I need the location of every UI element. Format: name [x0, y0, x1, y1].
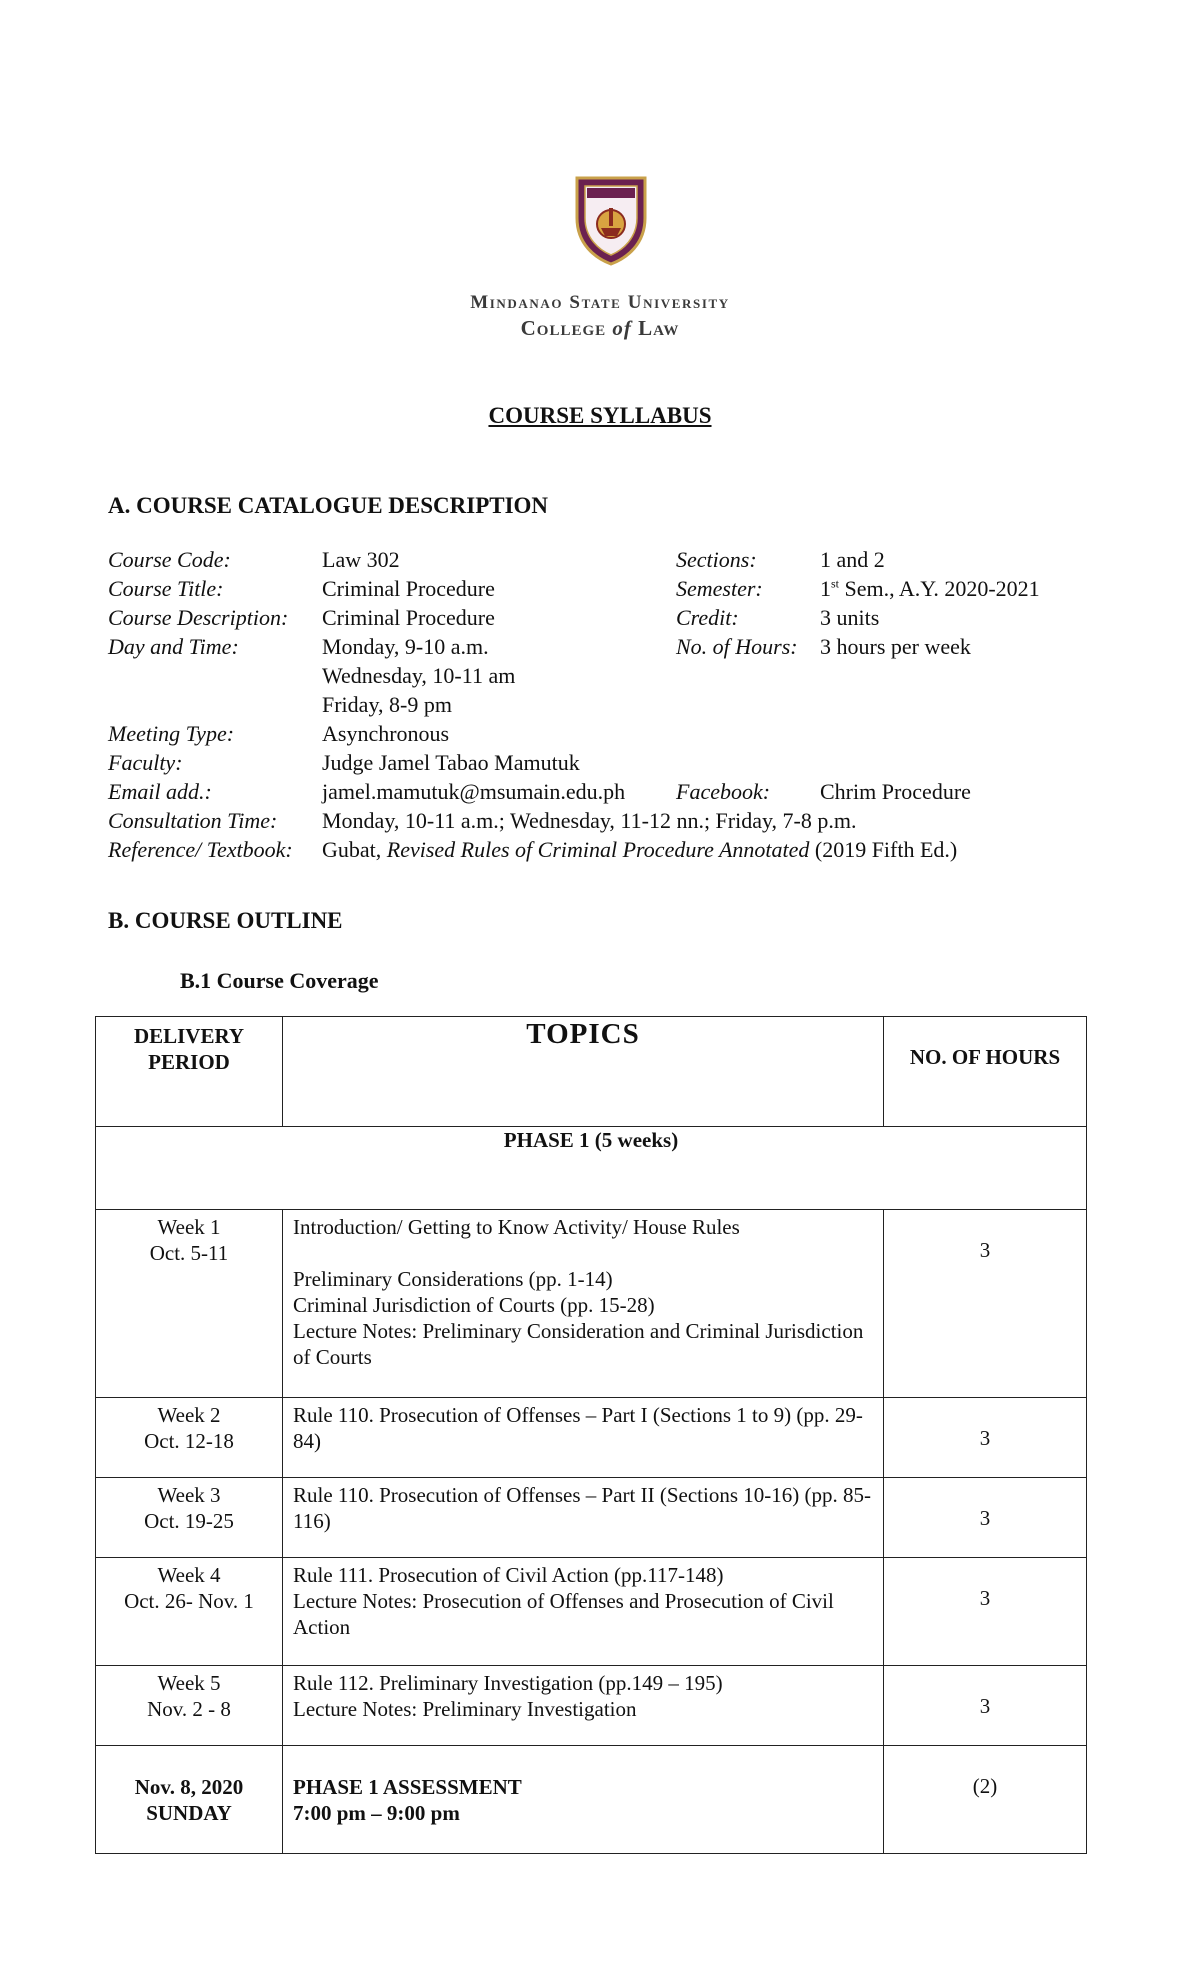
- table-row: [96, 1398, 1087, 1478]
- assessment-title-cell: PHASE 1 ASSESSMENT 7:00 pm – 9:00 pm: [283, 1746, 884, 1854]
- consultation-value: Monday, 10-11 a.m.; Wednesday, 11-12 nn.; Friday, 7-8 p.m.: [322, 808, 857, 833]
- meeting-type-label: Meeting Type:: [108, 721, 235, 746]
- delivery-period-cell: Week 1 Oct. 5-11: [96, 1210, 283, 1398]
- phase-row: [96, 1127, 1087, 1210]
- email-label: Email add.:: [108, 779, 212, 804]
- consultation-label: Consultation Time:: [108, 808, 278, 833]
- university-name: Mindanao State University: [470, 292, 730, 313]
- course-description-block: [108, 547, 1108, 866]
- course-coverage-heading: B.1 Course Coverage: [180, 968, 379, 993]
- course-code-value: Law 302: [322, 547, 400, 572]
- hours-cell: 3: [884, 1398, 1087, 1478]
- semester-value: 1st Sem., A.Y. 2020-2021: [820, 576, 1040, 601]
- college-name: College of Law: [520, 316, 680, 340]
- facebook-value: Chrim Procedure: [820, 779, 971, 804]
- hours-cell: 3: [884, 1666, 1087, 1746]
- assessment-date-cell: Nov. 8, 2020 SUNDAY: [96, 1746, 283, 1854]
- facebook-label: Facebook:: [676, 779, 771, 804]
- meeting-type-value: Asynchronous: [322, 721, 450, 746]
- faculty-value: Judge Jamel Tabao Mamutuk: [322, 750, 580, 775]
- delivery-period-cell: Week 4 Oct. 26- Nov. 1: [96, 1558, 283, 1666]
- day-time-value-3: Friday, 8-9 pm: [322, 692, 452, 717]
- faculty-label: Faculty:: [108, 750, 183, 775]
- college-seal-logo: [571, 172, 651, 268]
- semester-label: Semester:: [676, 576, 763, 601]
- hours-value: 3 hours per week: [820, 634, 971, 659]
- topic-cell: Rule 110. Prosecution of Offenses – Part II (Sections 10-16) (pp. 85-116): [283, 1478, 884, 1558]
- assessment-hours-cell: (2): [884, 1746, 1087, 1854]
- course-description-value: Criminal Procedure: [322, 605, 495, 630]
- phase-label: PHASE 1 (5 weeks): [96, 1127, 1087, 1210]
- hours-label: No. of Hours:: [676, 634, 798, 659]
- topic-cell: Introduction/ Getting to Know Activity/ House Rules Preliminary Considerations (pp. 1-14) Criminal Jurisdiction of Courts (pp. 15-28) Lecture Notes: Preliminary Consideration and Criminal Jurisdiction of Courts: [283, 1210, 884, 1398]
- table-row: [96, 1210, 1087, 1398]
- topic-cell: Rule 112. Preliminary Investigation (pp.149 – 195) Lecture Notes: Preliminary Investigation: [283, 1666, 884, 1746]
- sections-label: Sections:: [676, 547, 757, 572]
- delivery-period-cell: Week 2 Oct. 12-18: [96, 1398, 283, 1478]
- credit-value: 3 units: [820, 605, 880, 630]
- day-time-value-2: Wednesday, 10-11 am: [322, 663, 516, 688]
- sections-value: 1 and 2: [820, 547, 885, 572]
- course-code-label: Course Code:: [108, 547, 231, 572]
- credit-label: Credit:: [676, 605, 739, 630]
- reference-value: Gubat, Revised Rules of Criminal Procedure Annotated (2019 Fifth Ed.): [322, 837, 958, 862]
- assessment-row: [96, 1746, 1087, 1854]
- course-title-label: Course Title:: [108, 576, 224, 601]
- table-row: [96, 1478, 1087, 1558]
- section-b-heading: B. COURSE OUTLINE: [108, 908, 343, 933]
- course-title-value: Criminal Procedure: [322, 576, 495, 601]
- page-title: COURSE SYLLABUS: [488, 403, 712, 428]
- hours-cell: 3: [884, 1210, 1087, 1398]
- course-description-label: Course Description:: [108, 605, 289, 630]
- delivery-period-cell: Week 5 Nov. 2 - 8: [96, 1666, 283, 1746]
- table-row: [96, 1558, 1087, 1666]
- course-outline-table: [95, 1016, 1087, 1854]
- day-time-label: Day and Time:: [108, 634, 239, 659]
- table-row: [96, 1666, 1087, 1746]
- delivery-period-header: DELIVERY PERIOD: [96, 1017, 283, 1127]
- hours-cell: 3: [884, 1478, 1087, 1558]
- topics-header: TOPICS: [283, 1017, 884, 1127]
- hours-header: NO. OF HOURS: [884, 1017, 1087, 1127]
- table-header-row: [96, 1017, 1087, 1127]
- section-a-heading: A. COURSE CATALOGUE DESCRIPTION: [108, 493, 549, 518]
- delivery-period-cell: Week 3 Oct. 19-25: [96, 1478, 283, 1558]
- topic-cell: Rule 110. Prosecution of Offenses – Part I (Sections 1 to 9) (pp. 29-84): [283, 1398, 884, 1478]
- day-time-value-1: Monday, 9-10 a.m.: [322, 634, 489, 659]
- topic-cell: Rule 111. Prosecution of Civil Action (pp.117-148) Lecture Notes: Prosecution of Offenses and Prosecution of Civil Action: [283, 1558, 884, 1666]
- hours-cell: 3: [884, 1558, 1087, 1666]
- reference-label: Reference/ Textbook:: [108, 837, 293, 862]
- email-value[interactable]: jamel.mamutuk@msumain.edu.ph: [322, 779, 626, 804]
